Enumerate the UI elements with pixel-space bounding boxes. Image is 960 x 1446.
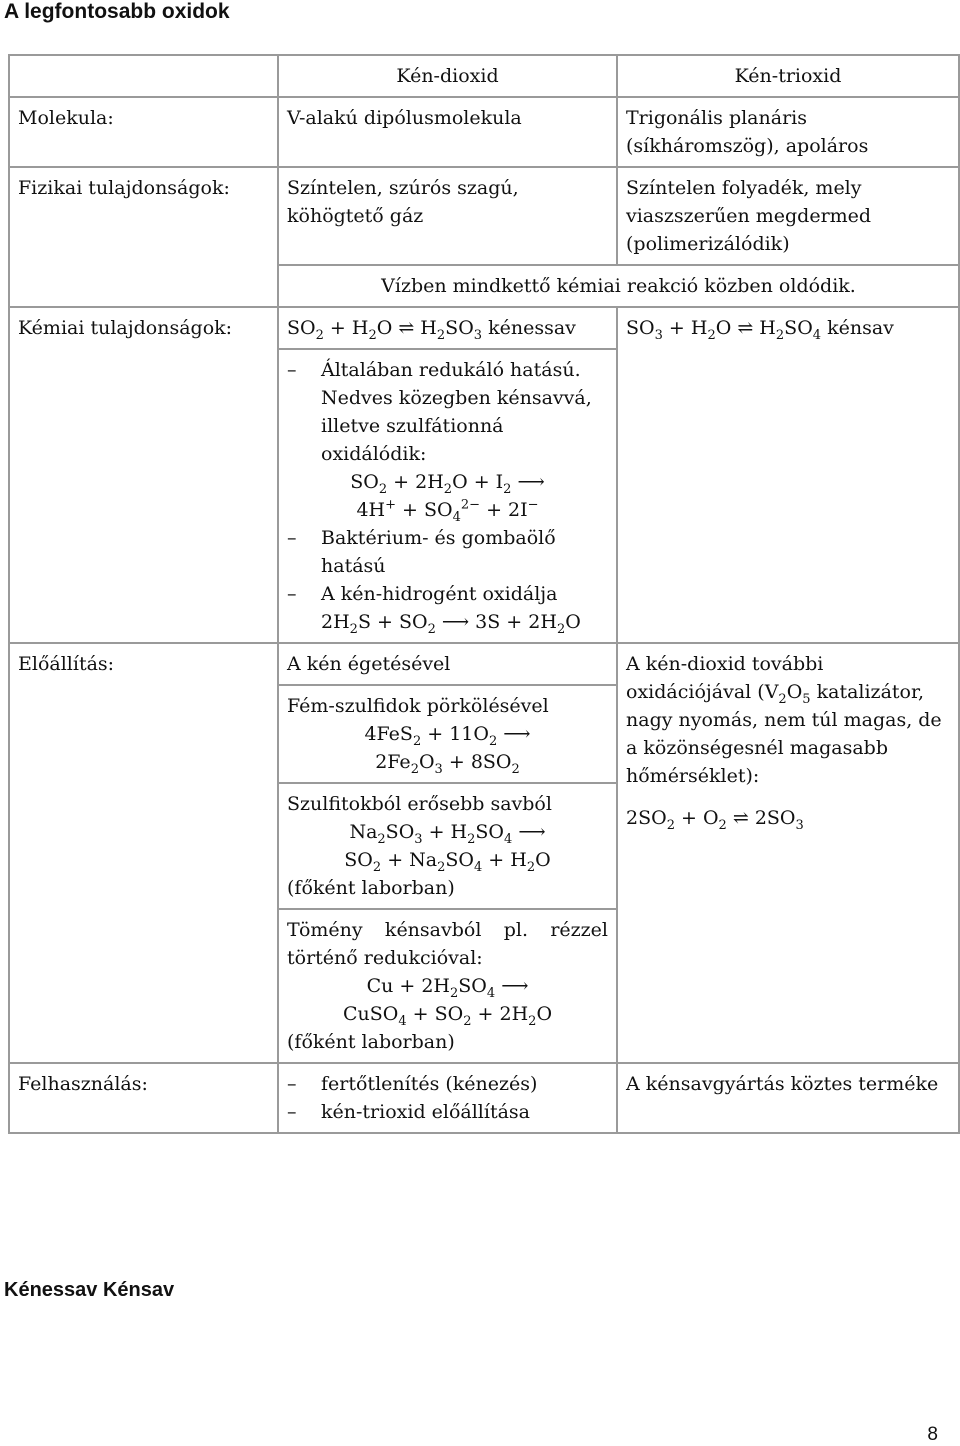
cell-fizikai-so2: Színtelen, szúrós szagú, köhögtető gáz xyxy=(278,167,617,265)
cell-molekula-so2: V-alakú dipólusmolekula xyxy=(278,97,617,167)
so2-point-h2s: – A kén-hidrogént oxidálja xyxy=(287,580,608,608)
label-fizikai: Fizikai tulajdonságok: xyxy=(9,167,278,307)
page-number: 8 xyxy=(927,1424,938,1445)
bottom-text: Kénessav Kénsav xyxy=(4,1279,175,1301)
cell-eloallitas-so2-burning: A kén égetésével xyxy=(278,643,617,685)
so2-use-so3-production: – kén-trioxid előállítása xyxy=(287,1098,608,1126)
so3-production-text-a: A kén-dioxid további oxidációjával ( xyxy=(626,653,824,703)
so2-point-reducing: – Általában redukáló hatású. xyxy=(287,356,608,384)
row-fizikai xyxy=(9,167,959,265)
cell-felhasznalas-so3: A kénsavgyártás köztes terméke xyxy=(617,1063,959,1133)
cell-eloallitas-so2-sulfite xyxy=(278,783,617,909)
header-so2: Kén-dioxid xyxy=(278,55,617,97)
header-empty-cell xyxy=(9,55,278,97)
cell-eloallitas-so3 xyxy=(617,643,959,1063)
cell-fizikai-common: Vízben mindkettő kémiai reakció közben oldódik. xyxy=(278,265,959,307)
cell-fizikai-so3: Színtelen folyadék, mely viaszszerűen megdermed (polimerizálódik) xyxy=(617,167,959,265)
so2-point-antibacterial: – Baktérium- és gombaölő hatású xyxy=(287,524,608,580)
label-felhasznalas: Felhasználás: xyxy=(9,1063,278,1133)
so2-point-h2s-text: A kén-hidrogént oxidálja xyxy=(321,583,558,605)
oxides-table xyxy=(8,54,960,1134)
cell-molekula-so3: Trigonális planáris (síkháromszög), apoláros xyxy=(617,97,959,167)
cell-kemiai-so2-reaction xyxy=(278,307,617,349)
so2-point-oxidation-text: Nedves közegben kénsavvá, illetve szulfátionná oxidálódik: xyxy=(321,387,592,465)
sulfite-equation-products: $SO_2 + Na_2SO_4 + H_2O$ xyxy=(344,849,551,875)
copper-equation: $Cu + 2H_2SO_4$ ⟶ xyxy=(366,975,529,1001)
so2-iodine-equation: $SO_2 + 2H_2O + I_2$ ⟶ xyxy=(350,471,545,497)
header-row xyxy=(9,55,959,97)
so2-sulfite-note: (főként laborban) xyxy=(287,877,455,899)
so2-use-disinfection-text: fertőtlenítés (kénezés) xyxy=(321,1073,538,1095)
so3-production-equation: $2SO_2 + O_2$ ⇌ $2SO_3$ xyxy=(626,807,804,833)
so2-iodine-equation-products: $4H^+ + SO_4^{2-} + 2I^-$ xyxy=(356,497,539,525)
sulfite-equation: $Na_2SO_3 + H_2SO_4$ ⟶ xyxy=(349,821,546,847)
so2-use-disinfection: – fertőtlenítés (kénezés) xyxy=(287,1070,608,1098)
so2-point-antibacterial-text: Baktérium- és gombaölő hatású xyxy=(321,527,556,577)
so2-sulfite-text: Szulfitokból erősebb savból xyxy=(287,793,552,815)
row-eloallitas-1 xyxy=(9,643,959,685)
so2-use-so3-production-text: kén-trioxid előállítása xyxy=(321,1101,530,1123)
so2-copper-note: (főként laborban) xyxy=(287,1031,455,1053)
label-molekula: Molekula: xyxy=(9,97,278,167)
label-kemiai: Kémiai tulajdonságok: xyxy=(9,307,278,643)
row-felhasznalas xyxy=(9,1063,959,1133)
so3-water-equation: $SO_3 + H_2O$ ⇌ $H_2SO_4$ xyxy=(626,317,822,343)
so2-roasting-text: Fém-szulfidok pörkölésével xyxy=(287,695,549,717)
page-title: A legfontosabb oxidok xyxy=(4,0,230,23)
cell-felhasznalas-so2 xyxy=(278,1063,617,1133)
cell-eloallitas-so2-roasting xyxy=(278,685,617,783)
row-molekula xyxy=(9,97,959,167)
so2-reaction-product: kénessav xyxy=(488,317,576,339)
cell-kemiai-so2-details xyxy=(278,349,617,643)
roasting-equation-products: $2Fe_2O_3 + 8SO_2$ xyxy=(375,751,520,777)
so3-production-text-b: katalizátor, nagy nyomás, nem túl magas, de a közönségesnél magasabb hőmérséklet): xyxy=(626,681,942,787)
so2-copper-text: Tömény kénsavból pl. rézzel történő redukcióval: xyxy=(287,919,608,969)
label-eloallitas: Előállítás: xyxy=(9,643,278,1063)
so3-production-text: A kén-dioxid további oxidációjával ($V_2O_5$ katalizátor, nagy nyomás, nem túl magas, de a közönségesnél magasabb hőmérséklet): xyxy=(626,653,942,787)
header-so3: Kén-trioxid xyxy=(617,55,959,97)
cell-kemiai-so3-reaction xyxy=(617,307,959,643)
roasting-equation: $4FeS_2 + 11O_2$ ⟶ xyxy=(364,723,531,749)
so2-water-equation: $SO_2 + H_2O$ ⇌ $H_2SO_3$ xyxy=(287,317,483,343)
row-kemiai xyxy=(9,307,959,349)
so3-reaction-product: kénsav xyxy=(827,317,894,339)
so2-point-reducing-text: Általában redukáló hatású. xyxy=(321,359,581,381)
cell-eloallitas-so2-copper xyxy=(278,909,617,1063)
so2-h2s-equation: $2H_2S + SO_2$ ⟶ $3S + 2H_2O$ xyxy=(321,611,581,637)
copper-equation-products: CuSO$_4$ + $SO_2 + 2H_2O$ xyxy=(342,1003,553,1029)
